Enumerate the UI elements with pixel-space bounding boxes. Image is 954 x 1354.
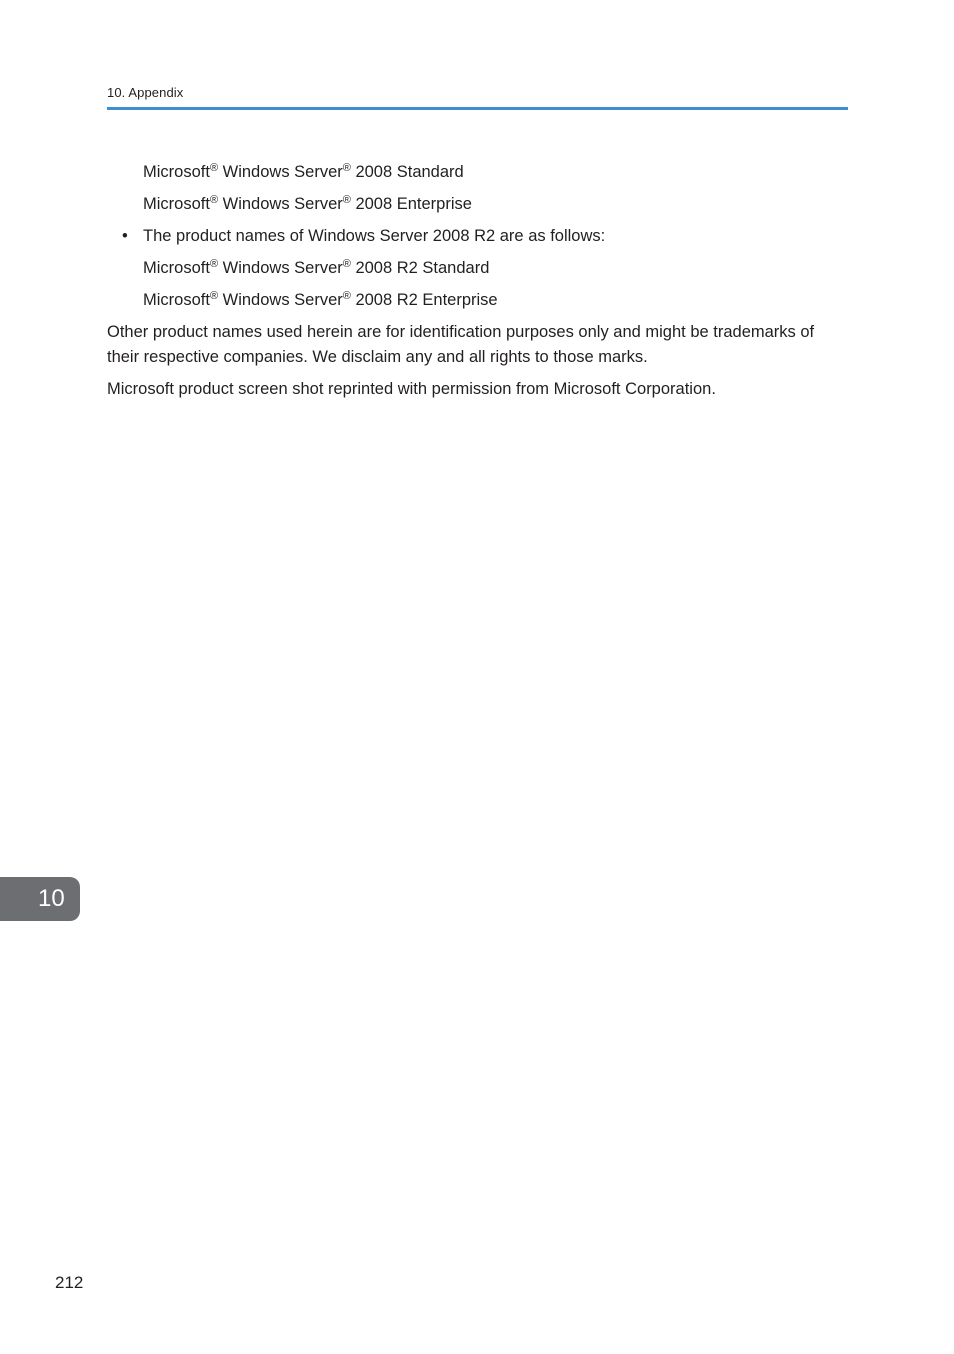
header-rule [107, 107, 848, 110]
product-edition: 2008 Standard [350, 163, 464, 181]
registered-mark: ® [342, 194, 351, 206]
product-edition: 2008 Enterprise [350, 195, 472, 213]
product-edition: 2008 R2 Enterprise [350, 291, 498, 309]
running-header: 10. Appendix [107, 85, 184, 100]
body-text [107, 160, 848, 409]
brand-name: Microsoft [143, 291, 210, 309]
registered-mark: ® [342, 258, 351, 270]
product-name: Windows Server [218, 195, 343, 213]
trademark-paragraph: Other product names used herein are for identification purposes only and might be trademarks of their respective companies. We disclaim any and all rights to those marks. [107, 323, 815, 366]
product-name-line [143, 256, 848, 281]
page-number: 212 [55, 1273, 84, 1292]
bullet-text: The product names of Windows Server 2008 R2 are as follows: [143, 227, 606, 245]
bullet-item [122, 224, 848, 249]
registered-mark: ® [342, 162, 351, 174]
registered-mark: ® [209, 162, 219, 174]
product-name: Windows Server [218, 291, 343, 309]
product-name: Windows Server [218, 259, 343, 277]
screenshot-permission-paragraph: Microsoft product screen shot reprinted with permission from Microsoft Corporation. [107, 380, 716, 398]
registered-mark: ® [209, 258, 219, 270]
brand-name: Microsoft [143, 163, 210, 181]
registered-mark: ® [342, 290, 351, 302]
product-name-line [143, 288, 848, 313]
product-name: Windows Server [218, 163, 343, 181]
product-name-line [143, 160, 848, 185]
brand-name: Microsoft [143, 195, 210, 213]
bullet-marker: • [122, 227, 128, 245]
product-name-line [143, 192, 848, 217]
chapter-tab: 10 [0, 877, 80, 921]
brand-name: Microsoft [143, 259, 210, 277]
registered-mark: ® [209, 290, 219, 302]
registered-mark: ® [209, 194, 219, 206]
product-edition: 2008 R2 Standard [350, 259, 490, 277]
